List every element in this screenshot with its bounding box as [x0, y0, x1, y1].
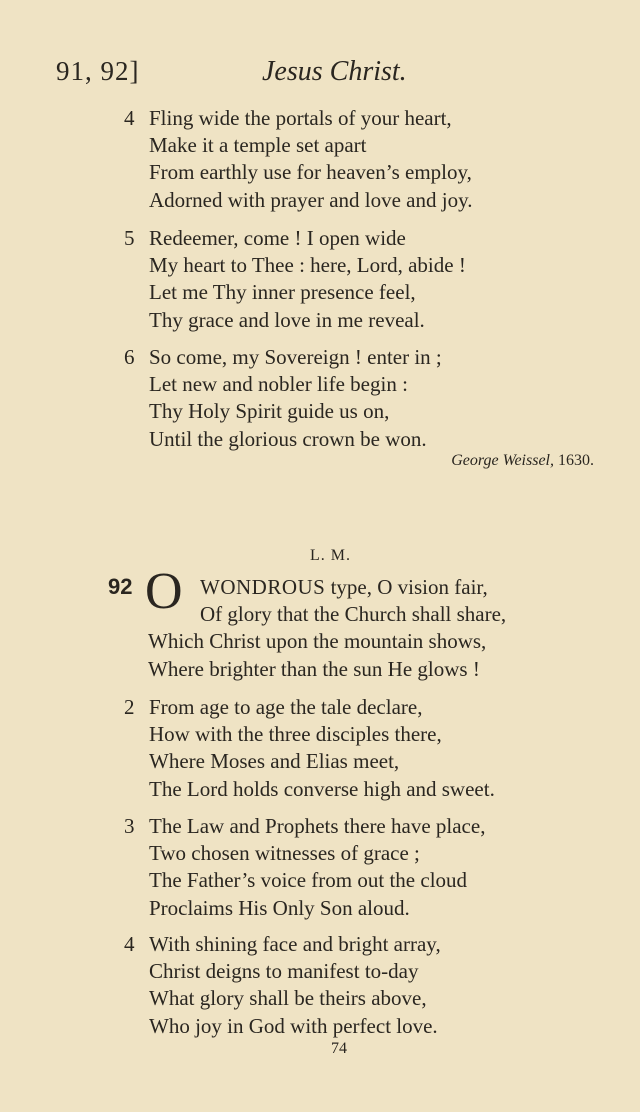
- verse-line: Thy Holy Spirit guide us on,: [149, 399, 390, 424]
- stanza-number: 5: [124, 226, 135, 250]
- verse-line: Let new and nobler life begin :: [149, 372, 408, 397]
- verse-line: My heart to Thee : here, Lord, abide !: [149, 253, 466, 278]
- verse-line: The Lord holds converse high and sweet.: [149, 776, 495, 801]
- verse-line: Let me Thy inner presence feel,: [149, 280, 416, 305]
- first-word: WONDROUS: [200, 575, 326, 599]
- drop-cap: O: [145, 563, 183, 620]
- verse-line: How with the three disciples there,: [149, 722, 442, 747]
- verse-line: From age to age the tale declare,: [149, 695, 423, 719]
- verse-line: [148, 574, 506, 601]
- verse-line: Where Moses and Elias meet,: [149, 749, 400, 774]
- stanza-number: 2: [124, 695, 135, 719]
- verse-line: Who joy in God with perfect love.: [149, 1013, 438, 1038]
- verse-line: Until the glorious crown be won.: [149, 426, 427, 451]
- stanza: [124, 105, 472, 214]
- verse-line: Which Christ upon the mountain shows,: [148, 629, 487, 654]
- author-attribution: [451, 452, 594, 470]
- verse-line: Of glory that the Church shall share,: [200, 602, 507, 627]
- stanza-number: 4: [124, 106, 135, 130]
- author-name: George Weissel,: [451, 452, 554, 469]
- verse-line: Proclaims His Only Son aloud.: [149, 895, 410, 920]
- verse-line: Redeemer, come ! I open wide: [149, 226, 406, 250]
- stanza-number: 6: [124, 345, 135, 369]
- header-title: Jesus Christ.: [262, 56, 407, 87]
- verse-line: From earthly use for heaven’s employ,: [149, 160, 472, 185]
- verse-line: With shining face and bright array,: [149, 932, 441, 956]
- verse-line: Christ deigns to manifest to-day: [149, 959, 419, 984]
- verse-line: Thy grace and love in me reveal.: [149, 307, 425, 332]
- verse-line: Two chosen witnesses of grace ;: [149, 841, 420, 866]
- verse-line: The Law and Prophets there have place,: [149, 814, 486, 838]
- first-line-rest: type, O vision fair,: [325, 575, 488, 599]
- stanza: [124, 931, 441, 1040]
- stanza-number: 4: [124, 932, 135, 956]
- meter-label: L. M.: [310, 547, 351, 564]
- stanza: [124, 344, 442, 453]
- hymn-number: 92: [108, 574, 133, 599]
- stanza: [124, 694, 495, 803]
- verse-line: So come, my Sovereign ! enter in ;: [149, 345, 442, 369]
- stanza: [124, 813, 485, 922]
- first-stanza: [148, 574, 506, 683]
- verse-line: Adorned with prayer and love and joy.: [149, 187, 473, 212]
- verse-line: Where brighter than the sun He glows !: [148, 656, 480, 681]
- stanza: [124, 225, 466, 334]
- verse-line: The Father’s voice from out the cloud: [149, 868, 468, 893]
- verse-line: Make it a temple set apart: [149, 133, 367, 158]
- author-year: 1630.: [554, 452, 594, 469]
- verse-line: Fling wide the portals of your heart,: [149, 106, 452, 130]
- page-number: 74: [331, 1040, 347, 1057]
- header-hymn-numbers: 91, 92]: [56, 56, 140, 86]
- verse-line: What glory shall be theirs above,: [149, 986, 427, 1011]
- stanza-number: 3: [124, 814, 135, 838]
